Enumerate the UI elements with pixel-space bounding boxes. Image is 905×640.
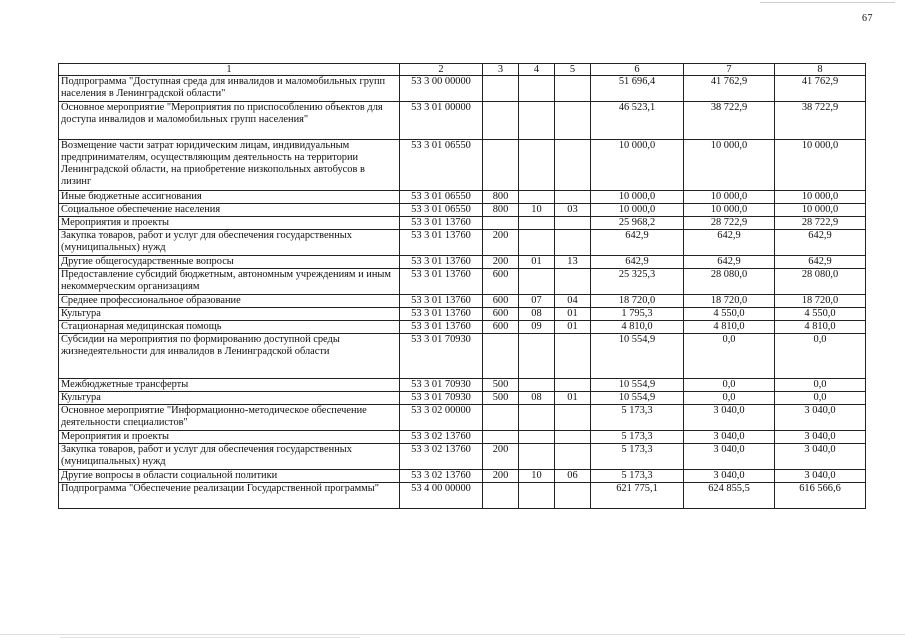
row-col5 xyxy=(555,230,591,256)
row-value-7: 3 040,0 xyxy=(684,405,775,431)
row-col3: 200 xyxy=(483,256,519,269)
row-col4 xyxy=(519,483,555,509)
row-col3 xyxy=(483,217,519,230)
column-header: 8 xyxy=(775,64,866,76)
row-col3 xyxy=(483,140,519,191)
row-name: Основное мероприятие "Информационно-методическое обеспечение деятельности специалистов" xyxy=(59,405,400,431)
row-code: 53 3 01 13760 xyxy=(400,230,483,256)
row-value-7: 4 810,0 xyxy=(684,321,775,334)
row-value-6: 10 000,0 xyxy=(591,191,684,204)
row-name: Другие вопросы в области социальной политики xyxy=(59,470,400,483)
row-col3: 600 xyxy=(483,308,519,321)
table-row xyxy=(59,431,866,444)
row-name: Мероприятия и проекты xyxy=(59,217,400,230)
row-col4: 08 xyxy=(519,392,555,405)
row-value-6: 51 696,4 xyxy=(591,76,684,102)
row-value-6: 10 000,0 xyxy=(591,140,684,191)
row-name: Предоставление субсидий бюджетным, автономным учреждениям и иным некоммерческим организациям xyxy=(59,269,400,295)
row-col3: 800 xyxy=(483,204,519,217)
table-row xyxy=(59,140,866,191)
scan-bottom-rule xyxy=(0,634,905,635)
row-value-8: 28 080,0 xyxy=(775,269,866,295)
row-col3: 600 xyxy=(483,295,519,308)
row-name: Закупка товаров, работ и услуг для обеспечения государственных (муниципальных) нужд xyxy=(59,230,400,256)
row-name: Иные бюджетные ассигнования xyxy=(59,191,400,204)
row-code: 53 3 01 13760 xyxy=(400,217,483,230)
row-col5: 01 xyxy=(555,392,591,405)
table-row xyxy=(59,444,866,470)
row-value-7: 10 000,0 xyxy=(684,204,775,217)
row-code: 53 3 01 13760 xyxy=(400,295,483,308)
row-value-8: 10 000,0 xyxy=(775,191,866,204)
row-col5 xyxy=(555,405,591,431)
row-col5: 01 xyxy=(555,308,591,321)
row-value-6: 5 173,3 xyxy=(591,470,684,483)
row-col4 xyxy=(519,191,555,204)
row-col4 xyxy=(519,140,555,191)
table-row xyxy=(59,405,866,431)
row-name: Другие общегосударственные вопросы xyxy=(59,256,400,269)
column-header: 5 xyxy=(555,64,591,76)
row-value-7: 0,0 xyxy=(684,334,775,379)
row-col4: 07 xyxy=(519,295,555,308)
row-code: 53 3 01 70930 xyxy=(400,334,483,379)
row-value-7: 10 000,0 xyxy=(684,191,775,204)
row-col3: 800 xyxy=(483,191,519,204)
row-value-6: 642,9 xyxy=(591,230,684,256)
row-value-8: 642,9 xyxy=(775,230,866,256)
row-value-8: 3 040,0 xyxy=(775,470,866,483)
row-col5: 06 xyxy=(555,470,591,483)
column-header: 3 xyxy=(483,64,519,76)
row-value-7: 3 040,0 xyxy=(684,470,775,483)
row-name: Возмещение части затрат юридическим лицам, индивидуальным предпринимателям, осуществляющим деятельность на территории Ленинградской области, на приобретение низкопольных автобусов в лизинг xyxy=(59,140,400,191)
table-row xyxy=(59,230,866,256)
table-row xyxy=(59,295,866,308)
row-col5: 04 xyxy=(555,295,591,308)
row-col5: 03 xyxy=(555,204,591,217)
row-code: 53 3 01 06550 xyxy=(400,204,483,217)
row-value-8: 18 720,0 xyxy=(775,295,866,308)
table-row xyxy=(59,321,866,334)
row-value-8: 3 040,0 xyxy=(775,431,866,444)
column-header: 6 xyxy=(591,64,684,76)
row-value-8: 3 040,0 xyxy=(775,444,866,470)
row-value-7: 3 040,0 xyxy=(684,444,775,470)
row-value-6: 10 554,9 xyxy=(591,334,684,379)
row-code: 53 3 01 70930 xyxy=(400,392,483,405)
row-value-6: 10 000,0 xyxy=(591,204,684,217)
row-col3: 500 xyxy=(483,379,519,392)
row-col4 xyxy=(519,379,555,392)
row-col5 xyxy=(555,269,591,295)
row-col3 xyxy=(483,102,519,140)
row-col3 xyxy=(483,431,519,444)
table-row xyxy=(59,269,866,295)
row-value-7: 3 040,0 xyxy=(684,431,775,444)
page-number: 67 xyxy=(862,13,873,24)
row-name: Среднее профессиональное образование xyxy=(59,295,400,308)
row-col4 xyxy=(519,444,555,470)
row-name: Культура xyxy=(59,308,400,321)
row-value-8: 3 040,0 xyxy=(775,405,866,431)
column-header: 7 xyxy=(684,64,775,76)
row-value-8: 10 000,0 xyxy=(775,204,866,217)
row-col3: 200 xyxy=(483,470,519,483)
row-col4: 10 xyxy=(519,470,555,483)
row-col4: 08 xyxy=(519,308,555,321)
row-value-6: 642,9 xyxy=(591,256,684,269)
row-value-6: 25 325,3 xyxy=(591,269,684,295)
row-name: Мероприятия и проекты xyxy=(59,431,400,444)
row-value-6: 5 173,3 xyxy=(591,444,684,470)
row-col4 xyxy=(519,76,555,102)
row-code: 53 3 02 13760 xyxy=(400,444,483,470)
row-value-8: 0,0 xyxy=(775,379,866,392)
row-code: 53 3 02 13760 xyxy=(400,470,483,483)
row-col5 xyxy=(555,431,591,444)
table-row xyxy=(59,392,866,405)
row-name: Основное мероприятие "Мероприятия по приспособлению объектов для доступа инвалидов и маломобильных групп населения" xyxy=(59,102,400,140)
row-value-6: 10 554,9 xyxy=(591,392,684,405)
row-col3: 200 xyxy=(483,444,519,470)
table-row xyxy=(59,217,866,230)
row-name: Закупка товаров, работ и услуг для обеспечения государственных (муниципальных) нужд xyxy=(59,444,400,470)
row-col4: 09 xyxy=(519,321,555,334)
row-value-7: 10 000,0 xyxy=(684,140,775,191)
row-col5 xyxy=(555,102,591,140)
row-value-7: 642,9 xyxy=(684,256,775,269)
row-value-6: 1 795,3 xyxy=(591,308,684,321)
row-code: 53 3 00 00000 xyxy=(400,76,483,102)
row-value-8: 4 550,0 xyxy=(775,308,866,321)
table-row xyxy=(59,483,866,509)
row-name: Подпрограмма "Доступная среда для инвалидов и маломобильных групп населения в Ленинградской области" xyxy=(59,76,400,102)
row-value-7: 41 762,9 xyxy=(684,76,775,102)
table-row xyxy=(59,256,866,269)
scan-bottom-rule-2 xyxy=(60,637,360,638)
row-col4 xyxy=(519,230,555,256)
table-row xyxy=(59,76,866,102)
row-value-8: 10 000,0 xyxy=(775,140,866,191)
row-value-7: 624 855,5 xyxy=(684,483,775,509)
row-col4 xyxy=(519,102,555,140)
row-col5 xyxy=(555,76,591,102)
row-col5 xyxy=(555,334,591,379)
row-code: 53 3 01 70930 xyxy=(400,379,483,392)
row-value-6: 46 523,1 xyxy=(591,102,684,140)
row-value-6: 5 173,3 xyxy=(591,431,684,444)
row-name: Культура xyxy=(59,392,400,405)
row-col4: 01 xyxy=(519,256,555,269)
row-value-7: 38 722,9 xyxy=(684,102,775,140)
column-header: 4 xyxy=(519,64,555,76)
row-value-7: 0,0 xyxy=(684,379,775,392)
row-value-8: 41 762,9 xyxy=(775,76,866,102)
column-header: 1 xyxy=(59,64,400,76)
row-code: 53 3 02 00000 xyxy=(400,405,483,431)
row-name: Социальное обеспечение населения xyxy=(59,204,400,217)
row-value-7: 4 550,0 xyxy=(684,308,775,321)
row-value-6: 4 810,0 xyxy=(591,321,684,334)
row-col3 xyxy=(483,405,519,431)
row-col4 xyxy=(519,269,555,295)
row-value-7: 28 080,0 xyxy=(684,269,775,295)
row-value-7: 0,0 xyxy=(684,392,775,405)
row-col3: 500 xyxy=(483,392,519,405)
row-code: 53 3 01 13760 xyxy=(400,256,483,269)
row-value-8: 4 810,0 xyxy=(775,321,866,334)
row-value-6: 25 968,2 xyxy=(591,217,684,230)
row-col5 xyxy=(555,217,591,230)
row-col3: 600 xyxy=(483,321,519,334)
row-code: 53 3 01 06550 xyxy=(400,191,483,204)
row-value-7: 642,9 xyxy=(684,230,775,256)
row-value-8: 642,9 xyxy=(775,256,866,269)
column-header: 2 xyxy=(400,64,483,76)
row-col5 xyxy=(555,379,591,392)
row-col5 xyxy=(555,140,591,191)
row-col3 xyxy=(483,483,519,509)
row-code: 53 3 01 06550 xyxy=(400,140,483,191)
row-value-7: 18 720,0 xyxy=(684,295,775,308)
row-name: Подпрограмма "Обеспечение реализации Государственной программы" xyxy=(59,483,400,509)
row-col3 xyxy=(483,76,519,102)
row-code: 53 3 01 13760 xyxy=(400,269,483,295)
row-name: Стационарная медицинская помощь xyxy=(59,321,400,334)
row-value-8: 28 722,9 xyxy=(775,217,866,230)
row-code: 53 3 01 13760 xyxy=(400,321,483,334)
scan-top-rule xyxy=(760,2,895,3)
row-col4 xyxy=(519,217,555,230)
row-col4 xyxy=(519,334,555,379)
row-col4: 10 xyxy=(519,204,555,217)
row-value-6: 10 554,9 xyxy=(591,379,684,392)
row-code: 53 3 01 00000 xyxy=(400,102,483,140)
row-code: 53 3 01 13760 xyxy=(400,308,483,321)
row-value-8: 0,0 xyxy=(775,334,866,379)
row-col3 xyxy=(483,334,519,379)
row-col5 xyxy=(555,191,591,204)
row-col3: 600 xyxy=(483,269,519,295)
row-col4 xyxy=(519,431,555,444)
row-value-7: 28 722,9 xyxy=(684,217,775,230)
row-value-6: 18 720,0 xyxy=(591,295,684,308)
row-code: 53 3 02 13760 xyxy=(400,431,483,444)
row-value-6: 621 775,1 xyxy=(591,483,684,509)
table-row xyxy=(59,102,866,140)
row-col3: 200 xyxy=(483,230,519,256)
table-row xyxy=(59,470,866,483)
row-name: Субсидии на мероприятия по формированию доступной среды жизнедеятельности для инвалидов в Ленинградской области xyxy=(59,334,400,379)
table-row xyxy=(59,334,866,379)
row-col5: 01 xyxy=(555,321,591,334)
table-row xyxy=(59,191,866,204)
table-row xyxy=(59,204,866,217)
row-value-8: 38 722,9 xyxy=(775,102,866,140)
row-value-6: 5 173,3 xyxy=(591,405,684,431)
row-code: 53 4 00 00000 xyxy=(400,483,483,509)
row-value-8: 0,0 xyxy=(775,392,866,405)
table-row xyxy=(59,379,866,392)
column-number-row xyxy=(59,64,866,76)
table-row xyxy=(59,308,866,321)
row-col5 xyxy=(555,483,591,509)
row-col4 xyxy=(519,405,555,431)
row-value-8: 616 566,6 xyxy=(775,483,866,509)
row-name: Межбюджетные трансферты xyxy=(59,379,400,392)
row-col5: 13 xyxy=(555,256,591,269)
row-col5 xyxy=(555,444,591,470)
budget-table xyxy=(58,63,866,509)
